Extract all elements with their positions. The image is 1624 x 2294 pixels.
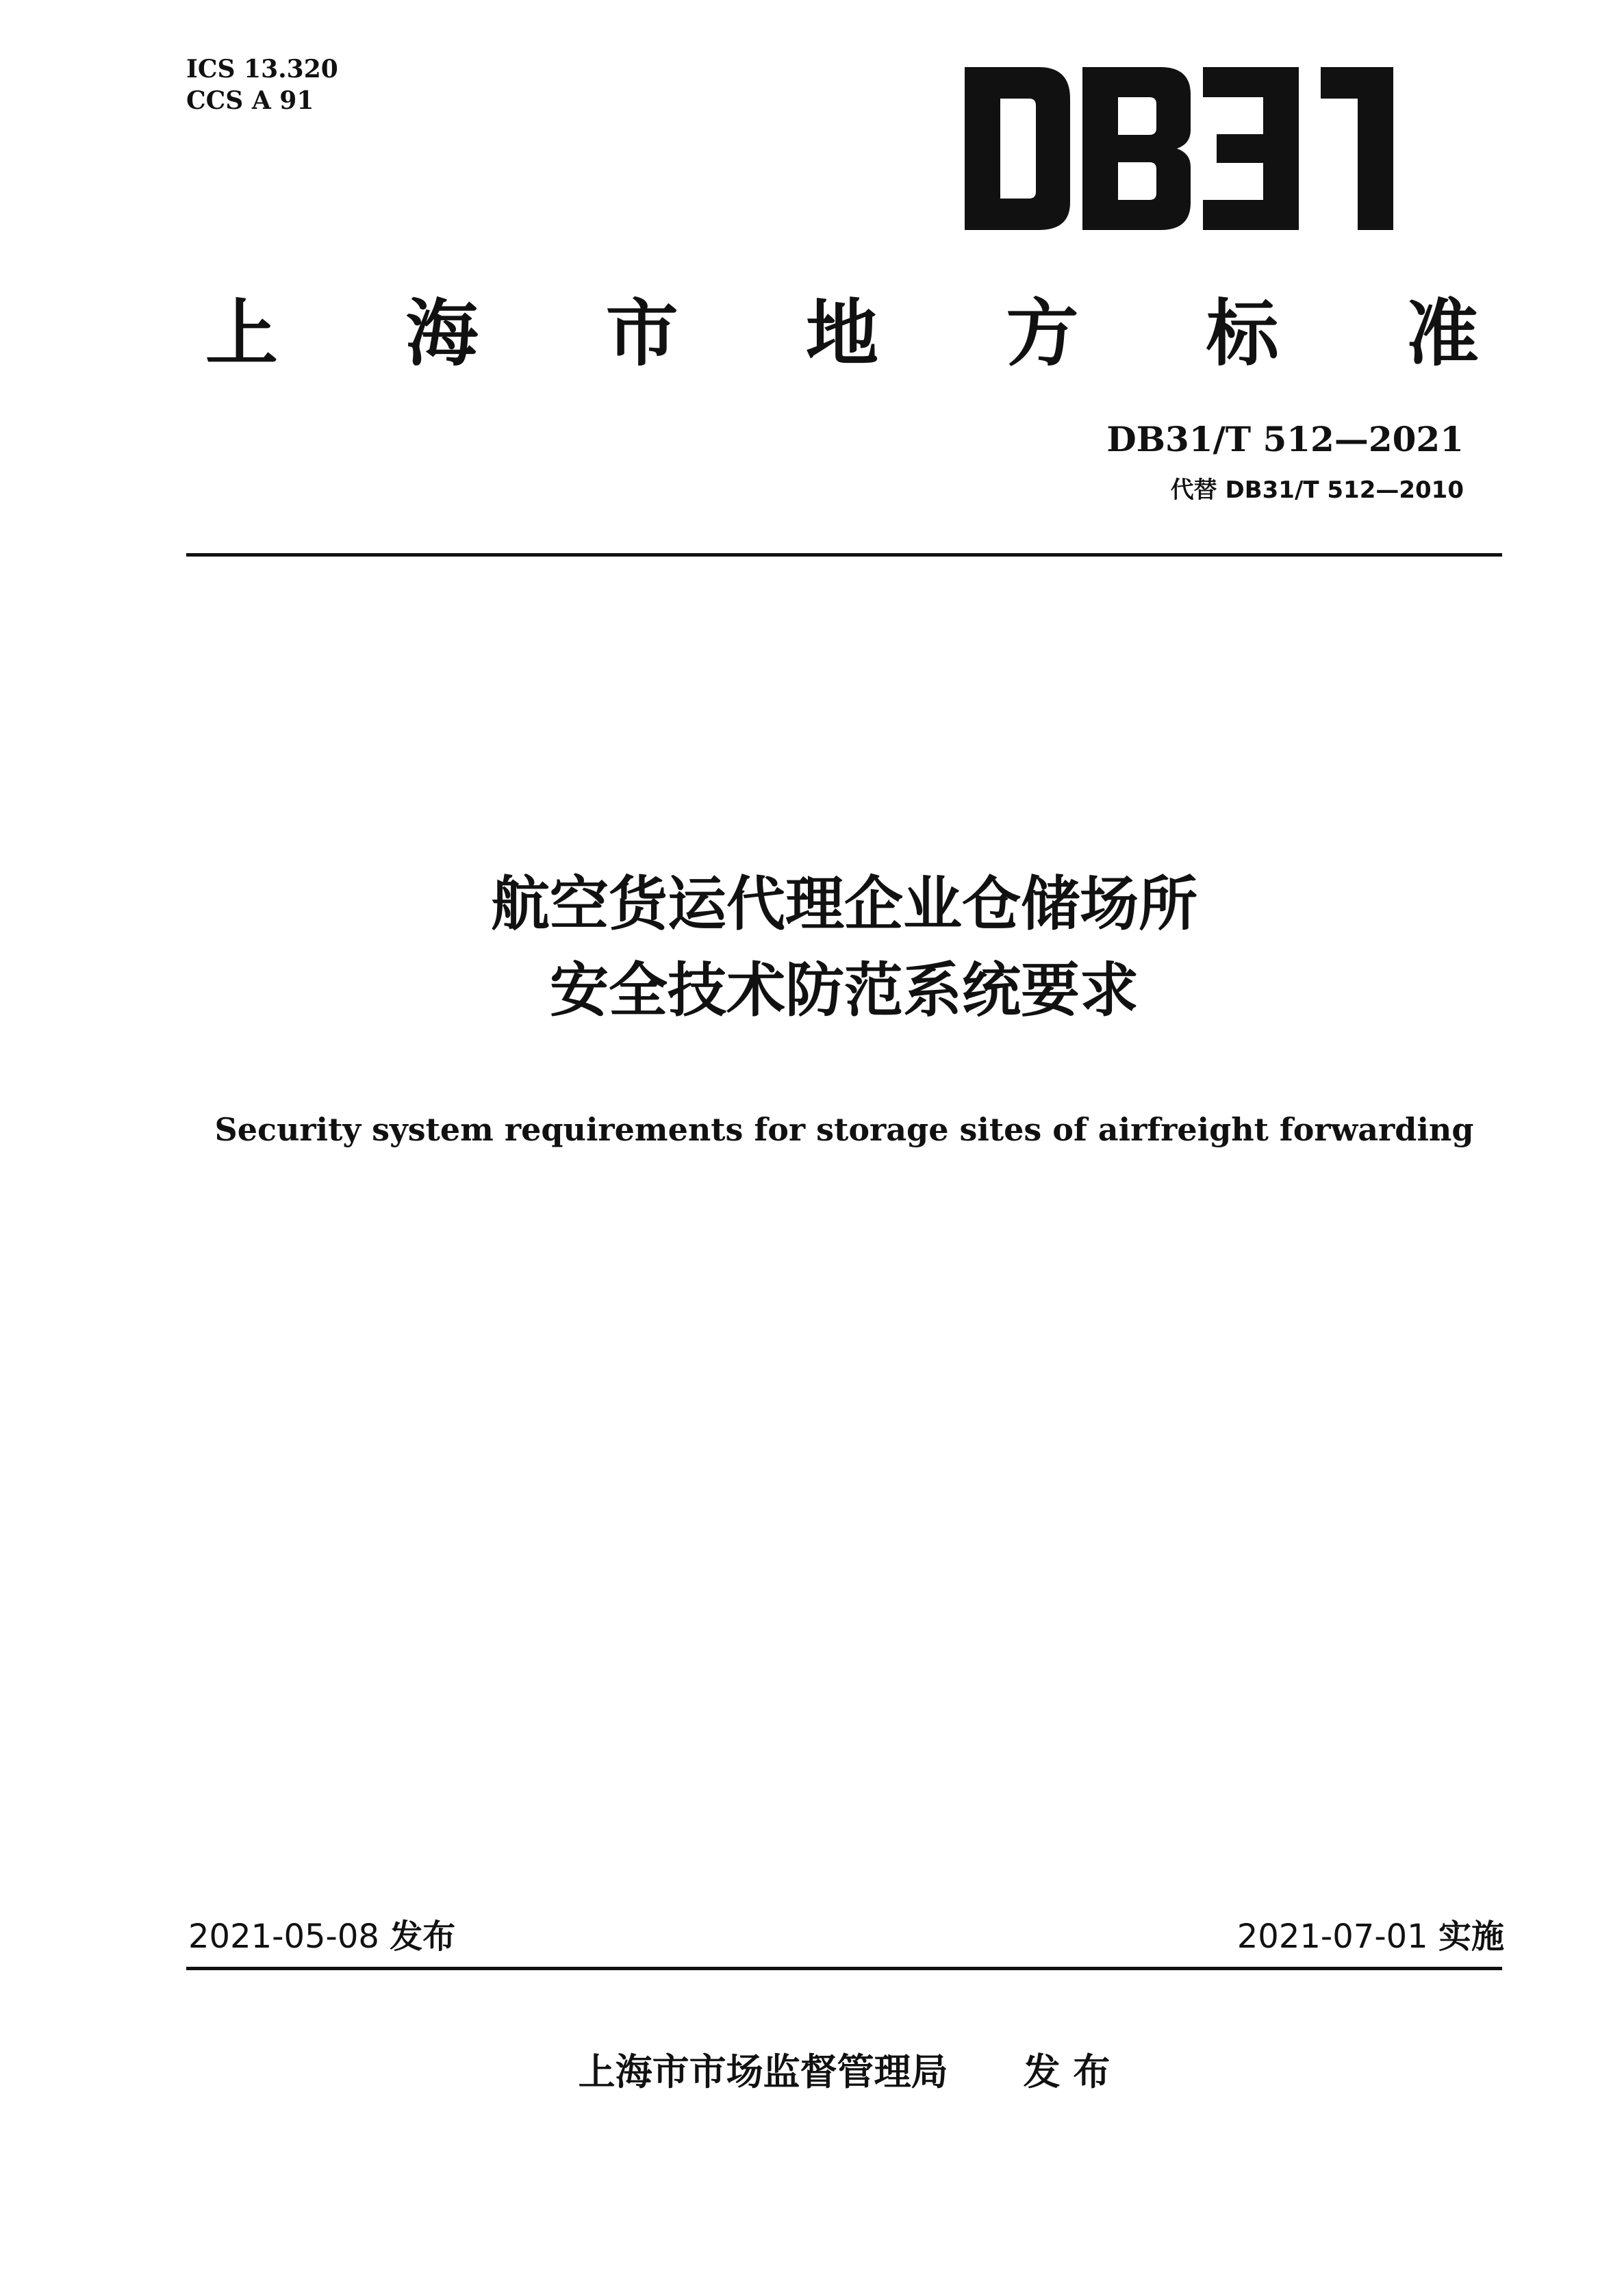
header-divider — [186, 553, 1502, 557]
standard-type-char: 上 — [205, 292, 278, 376]
standard-type-char: 市 — [605, 292, 678, 376]
db31-logo — [962, 63, 1407, 234]
standard-type-char: 地 — [805, 292, 878, 376]
logo-digit-3 — [1203, 67, 1299, 230]
issue-date-line — [188, 1915, 455, 1959]
ics-code: ICS 13.320 — [186, 55, 338, 84]
replaces-standard: 代替 DB31/T 512—2010 — [1170, 476, 1464, 504]
classification-codes — [186, 53, 338, 116]
standard-type-char: 方 — [1006, 292, 1079, 376]
logo-digit-1 — [1321, 67, 1393, 230]
issue-label: 发布 — [390, 1917, 456, 1956]
standard-type-heading — [205, 286, 1479, 382]
implementation-label: 实施 — [1438, 1917, 1504, 1956]
publisher-name: 上海市市场监督管理局 — [578, 2050, 948, 2093]
issue-date: 2021-05-08 — [188, 1917, 379, 1956]
standard-type-char: 准 — [1406, 292, 1479, 376]
implementation-date: 2021-07-01 — [1236, 1917, 1428, 1956]
standard-type-char: 海 — [405, 292, 479, 376]
title-line-2: 安全技术防范系统要求 — [550, 956, 1139, 1025]
ccs-code: CCS A 91 — [186, 86, 314, 115]
english-title: Security system requirements for storage sites of airfreight forwarding — [214, 1111, 1474, 1148]
footer-divider — [186, 1967, 1502, 1970]
standard-number: DB31/T 512—2021 — [1106, 419, 1464, 459]
logo-letter-d — [965, 67, 1070, 230]
document-title — [186, 861, 1502, 1034]
publisher-action: 发 布 — [1023, 2050, 1111, 2093]
title-line-1: 航空货运代理企业仓储场所 — [491, 870, 1197, 939]
logo-letter-b — [1082, 67, 1191, 230]
publisher-line — [186, 2047, 1502, 2098]
implementation-date-line — [1237, 1915, 1504, 1959]
standard-type-char: 标 — [1206, 292, 1279, 376]
